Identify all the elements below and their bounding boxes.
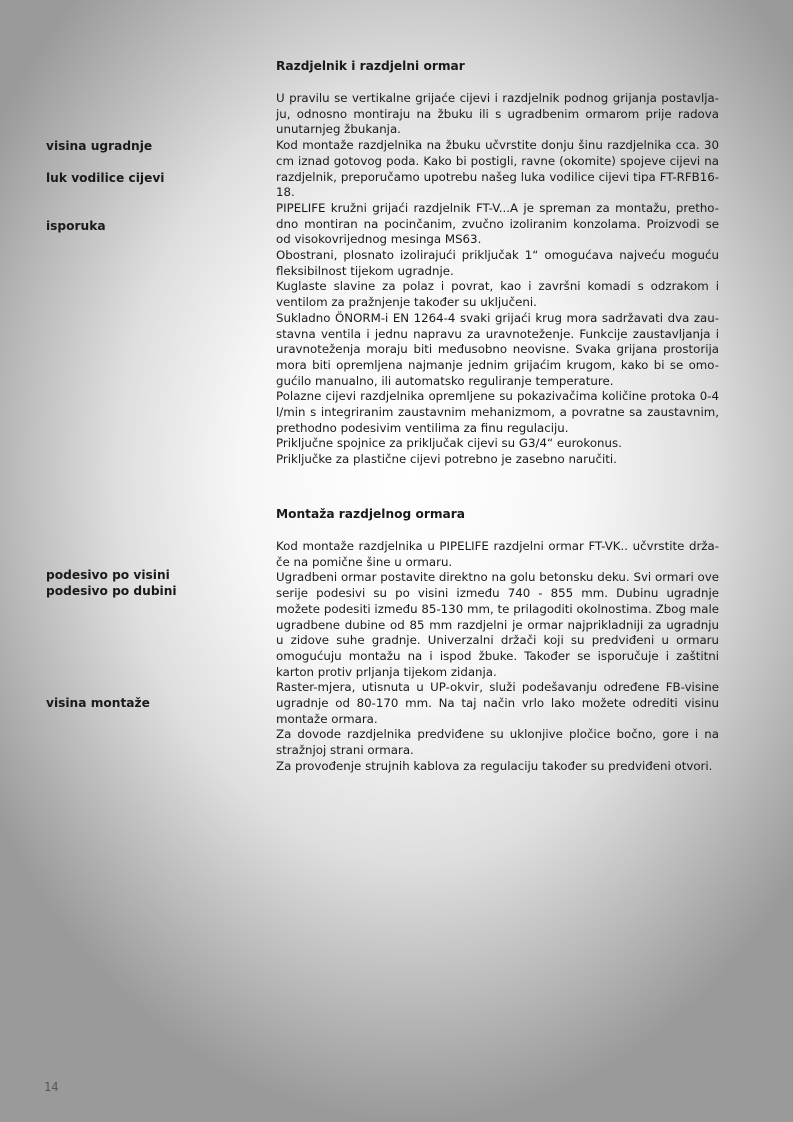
section-title-montaza: Montaža razdjelnog ormara [276,507,466,521]
section-body-razdjelnik: U pravilu se vertikalne grijaće cijevi i razdjelnik podnog grijanja postavlja-ju, odnosno montiraju na žbuku ili s ugradbenim ormarom prije radova unutarnjeg žbukanja. Kod montaže razdjelnika na žbuku učvrstite donju šinu razdjelnika cca. 30 cm iznad gotovog poda. Kako bi postigli, ravne (okomite) spojeve cijevi na razdjelnik, preporučamo upotrebu našeg luka vodilice cijevi tipa FT-RFB16-18. PIPELIFE kružni grijaći razdjelnik FT-V...A je spreman za montažu, pretho-dno montiran na pocinčanim, zvučno izoliranim konzolama. Proizvodi se od visokovrijednog mesinga MS63. Obostrani, plosnato izolirajući priključak 1“ omogućava najveću moguću fleksibilnost tijekom ugradnje. Kuglaste slavine za polaz i povrat, kao i završni komadi s odzrakom i ventilom za pražnjenje također su uključeni. Sukladno ÖNORM-i EN 1264-4 svaki grijaći krug mora sadržavati dva zau-stavna ventila i jednu napravu za uravnoteženje. Funkcije zaustavljanja i uravnoteženja moraju biti međusobno neovisne. Svaka grijana prostorija mora biti opremljena najmanje jednim grijaćim krugom, kako bi se omo-gućilo manualno, ili automatsko reguliranje temperature. Polazne cijevi razdjelnika opremljene su pokazivačima količine protoka 0-4 l/min s integriranim zaustavnim mehanizmom, a povratne sa zaustavnim, prethodno podesivim ventilima za finu regulaciju. Priključne spojnice za priključak cijevi su G3/4“ eurokonus. Priključke za plastične cijevi potrebno je zasebno naručiti. [276,91,719,467]
margin-label-podesivo-dubina: podesivo po dubini [46,584,177,598]
margin-label-visina-ugradnje: visina ugradnje [46,139,153,153]
margin-label-visina-montaze: visina montaže [46,696,150,710]
margin-label-luk-vodilice: luk vodilice cijevi [46,171,165,185]
page-number: 14 [44,1080,59,1094]
section-title-razdjelnik: Razdjelnik i razdjelni ormar [276,59,465,73]
margin-label-isporuka: isporuka [46,219,106,233]
margin-label-podesivo-visina: podesivo po visini [46,568,170,582]
section-body-montaza: Kod montaže razdjelnika u PIPELIFE razdjelni ormar FT-VK.. učvrstite drža-če na pomične šine u ormaru. Ugradbeni ormar postavite direktno na golu betonsku deku. Svi ormari ove serije podesivi su po visini između 740 - 855 mm. Dubinu ugradnje možete podesiti između 85-130 mm, te prilagoditi okolnostima. Zbog male ugradbene dubine od 85 mm razdjelni je ormar najprikladniji za ugradnju u zidove suhe gradnje. Univerzalni držači koji su predviđeni u ormaru omogućuju montažu na i ispod žbuke. Također se isporučuje i zaštitni karton protiv prljanja tijekom zidanja. Raster-mjera, utisnuta u UP-okvir, služi podešavanju određene FB-visine ugradnje od 80-170 mm. Na taj način vrlo lako možete odrediti visinu montaže ormara. Za dovode razdjelnika predviđene su uklonjive pločice bočno, gore i na stražnjoj strani ormara. Za provođenje strujnih kablova za regulaciju također su predviđeni otvori. [276,539,719,773]
